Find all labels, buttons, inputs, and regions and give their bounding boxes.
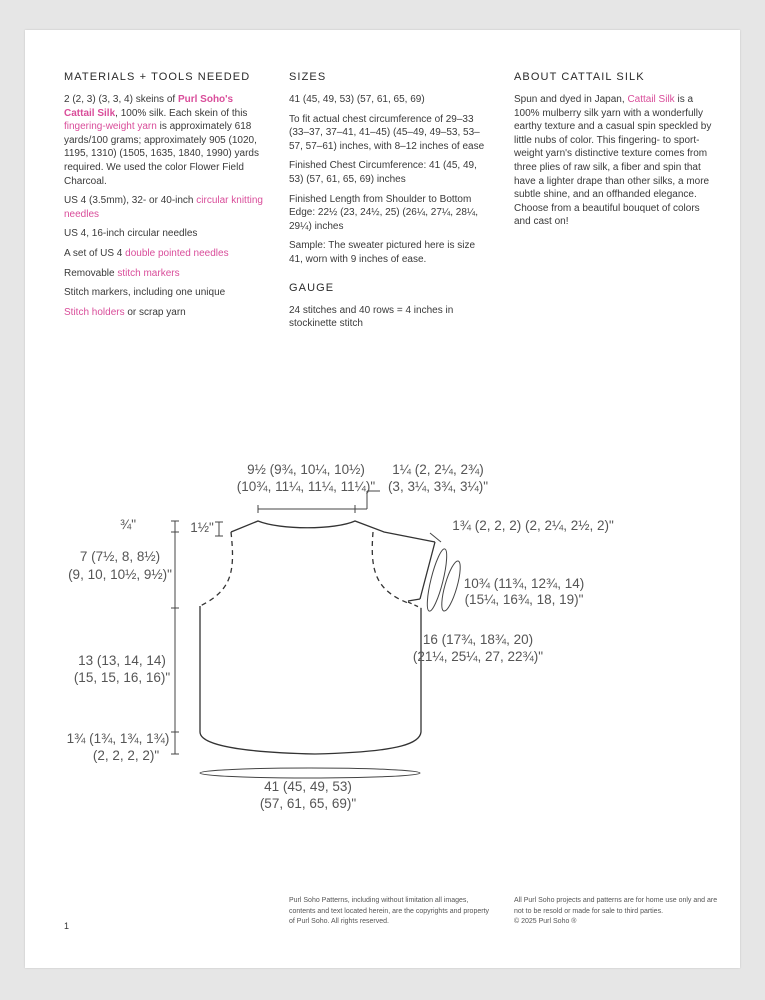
holders-paragraph: Stitch holders or scrap yarn: [64, 306, 186, 318]
left-armhole: [200, 532, 233, 606]
pattern-page: [25, 30, 740, 968]
sleeve-join: [408, 602, 421, 608]
body-length-label-1: 13 (13, 14, 14): [78, 653, 166, 668]
neck-drop-label: ¾": [119, 517, 137, 532]
shoulder-label-2: (3, 3¼, 3¾, 3¼)": [387, 479, 489, 494]
hem-label-1: 1¾ (1¾, 1¾, 1¾): [66, 731, 170, 746]
circular-paragraph: US 4, 16-inch circular needles: [64, 228, 198, 240]
armhole-label-1: 7 (7½, 8, 8½): [79, 549, 161, 564]
neck-width-label-2: (10¾, 11¼, 11¼, 11¼)": [236, 479, 376, 494]
copyright-footer: Purl Soho Patterns, including without limitation all images, contents and text located herein, are the copyrights and property of Purl Soho. All rights reserved.: [289, 897, 490, 925]
body-length-label-2: (15, 15, 16, 16)": [73, 670, 171, 685]
shoulder-label-1: 1¼ (2, 2¼, 2¾): [392, 462, 484, 477]
materials-heading: MATERIALS + TOOLS NEEDED: [64, 71, 251, 83]
sweater-schematic: [25, 30, 740, 968]
neckline: [231, 521, 435, 542]
stitch-markers-link[interactable]: stitch markers: [117, 267, 180, 279]
cuff-label: 1¾ (2, 2, 2) (2, 2¼, 2½, 2)": [452, 518, 614, 533]
yarn-paragraph: 2 (2, 3) (3, 3, 4) skeins of Purl Soho's Cattail Silk, 100% silk. Each skein of this fingering-weight yarn is approximately 618 yards/100 grams; approximately 905 (1020, 1195, 1310) (1505, 1635, 1840, 1990) yards required. We used the color Flower Field Charcoal.: [64, 94, 259, 187]
stitch-holders-link[interactable]: Stitch holders: [64, 306, 125, 318]
sleeve-circ-label-1: 10¾ (11¾, 12¾, 14): [463, 576, 585, 591]
chest-ellipse: [200, 768, 420, 778]
sleeve-circ-label-2: (15¼, 16¾, 18, 19)": [464, 592, 584, 607]
about-paragraph: Spun and dyed in Japan, Cattail Silk is a 100% mulberry silk yarn with a wonderfully earthy texture and a casual spin speckled by little nubs of color. This fingering- to sport-weight yarn's distinctive texture comes from three plies of raw silk, a fiber and spin that have a lighter drape than other silks, a more subtle shine, and an offhanded elegance. Choose from a beautiful bouquet of colors and cast on!: [514, 94, 712, 228]
about-heading: ABOUT CATTAIL SILK: [514, 71, 645, 83]
circular-needles-link[interactable]: circular knitting needles: [64, 195, 263, 220]
sizes-fit: To fit actual chest circumference of 29–33 (33–37, 37–41, 41–45) (45–49, 49–53, 53–57, 57–61) inches, with 8–12 inches of ease: [289, 113, 485, 152]
armhole-label-2: (9, 10, 10½, 9½)": [68, 567, 172, 582]
usage-footer: [514, 896, 719, 928]
neck-depth-label: 1½": [190, 520, 214, 535]
cuff-line: [430, 533, 441, 542]
markers-paragraph: Removable stitch markers: [64, 267, 180, 279]
cattail-silk-link[interactable]: Purl Soho's Cattail Silk: [64, 94, 234, 119]
needles-paragraph: US 4 (3.5mm), 32- or 40-inch circular knitting needles: [64, 195, 263, 220]
usage-text: All Purl Soho projects and patterns are for home use only and are not to be resold or made for sale to third parties.: [514, 897, 718, 915]
sizes-heading: SIZES: [289, 71, 327, 83]
page-number: 1: [64, 921, 70, 931]
upper-circ-label-2: (21¼, 25¼, 27, 22¾)": [412, 649, 544, 664]
gauge-heading: GAUGE: [289, 281, 335, 294]
sizes-list: 41 (45, 49, 53) (57, 61, 65, 69): [289, 94, 425, 105]
fingering-weight-link[interactable]: fingering-weight yarn: [64, 121, 157, 133]
sizes-sample: Sample: The sweater pictured here is size 41, worn with 9 inches of ease.: [289, 240, 476, 265]
right-armhole: [372, 532, 408, 603]
sizes-length: Finished Length from Shoulder to Bottom Edge: 22½ (23, 24½, 25) (26¼, 27¼, 28¼, 29¼) inches: [289, 193, 479, 232]
gauge-text: 24 stitches and 40 rows = 4 inches in stockinette stitch: [289, 304, 454, 330]
sleeve-cuff: [408, 599, 420, 601]
sizes-chest: Finished Chest Circumference: 41 (45, 49, 53) (57, 61, 65, 69) inches: [289, 160, 477, 185]
about-cattail-link[interactable]: Cattail Silk: [627, 94, 675, 105]
markers2-paragraph: Stitch markers, including one unique: [64, 287, 226, 299]
chest-label-1: 41 (45, 49, 53): [264, 779, 352, 794]
dpn-paragraph: A set of US 4 double pointed needles: [64, 247, 229, 259]
copyright-year: © 2025 Purl Soho ®: [514, 918, 577, 925]
upper-circ-label-1: 16 (17¾, 18¾, 20): [422, 632, 534, 647]
chest-label-2: (57, 61, 65, 69)": [259, 796, 357, 811]
sleeve-edge: [420, 542, 435, 599]
body-outline: [200, 608, 421, 754]
dpn-link[interactable]: double pointed needles: [125, 247, 229, 259]
hem-label-2: (2, 2, 2, 2)": [92, 748, 160, 763]
neck-width-label-1: 9½ (9¾, 10¼, 10½): [247, 462, 365, 477]
